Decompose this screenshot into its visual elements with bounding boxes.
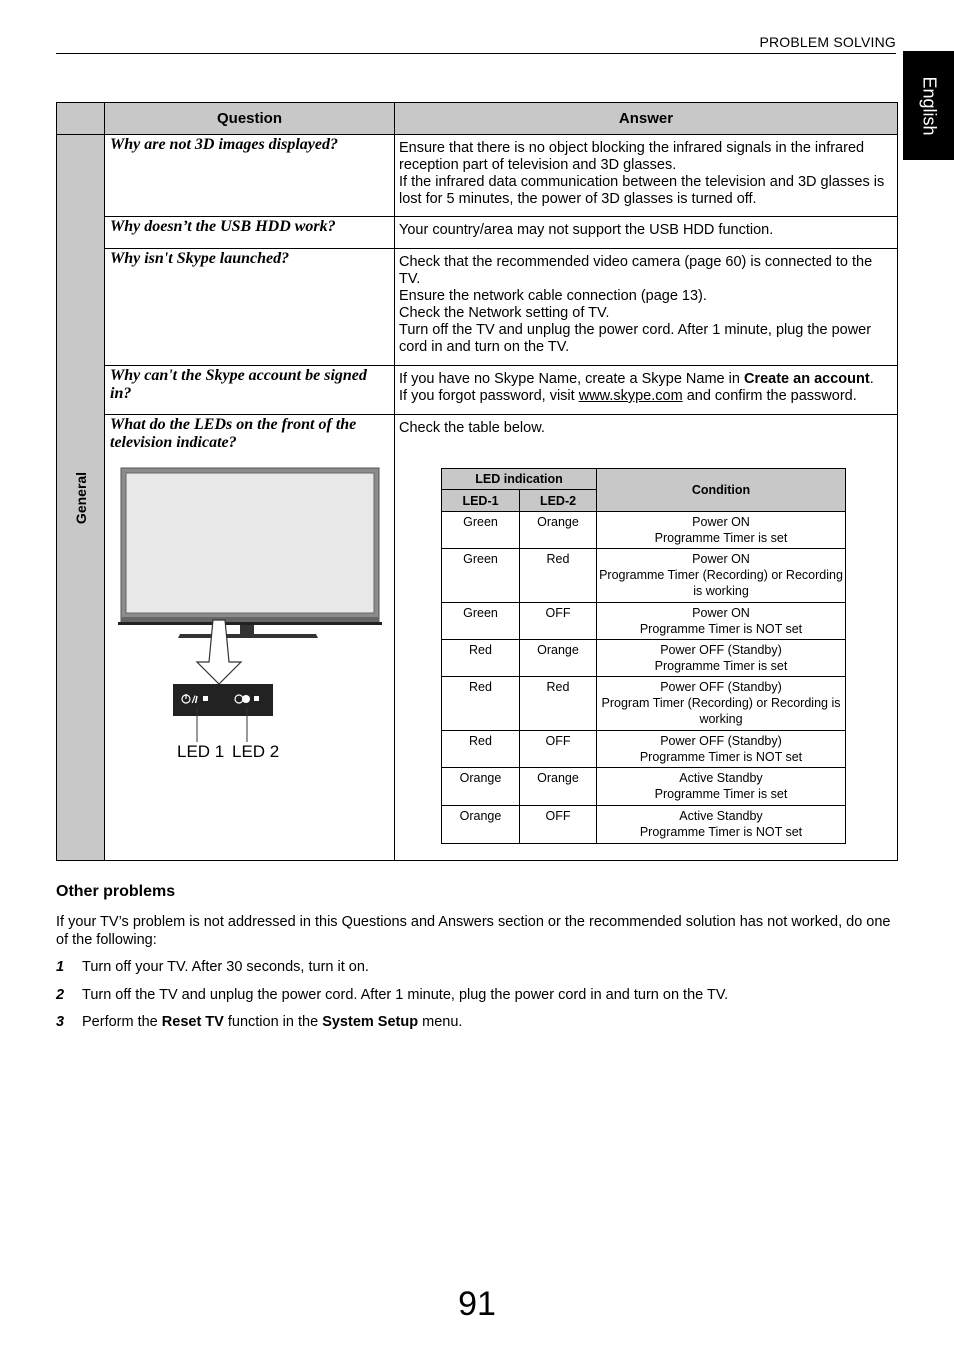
- condition-line: Programme Timer is NOT set: [639, 750, 803, 764]
- step-number: 3: [56, 1014, 65, 1030]
- led-row: [442, 806, 846, 844]
- system-setup-label: System Setup: [322, 1014, 419, 1030]
- led1-cell: Red: [442, 640, 520, 677]
- category-cell: [57, 135, 105, 861]
- led2-header: LED-2: [520, 490, 597, 512]
- question-text: What do the LEDs on the front of the television indicate?: [110, 416, 357, 451]
- led-row: [442, 512, 846, 549]
- question-cell: Why can't the Skype account be signed in?: [105, 366, 395, 415]
- skype-link[interactable]: www.skype.com: [578, 388, 683, 404]
- answer-text: and confirm the password.: [682, 388, 857, 404]
- condition-cell: [597, 731, 846, 768]
- led-row: [442, 603, 846, 640]
- condition-line: Power ON: [692, 515, 750, 529]
- answer-line: Ensure that there is no object blocking the infrared signals in the infrared reception part of television and 3D glasses.: [399, 140, 865, 173]
- condition-cell: [597, 768, 846, 806]
- led1-indicator: [203, 696, 208, 701]
- condition-line: Active Standby: [679, 809, 763, 823]
- led1-label: LED 1: [177, 742, 225, 761]
- led2-label: LED 2: [232, 742, 280, 761]
- answer-line: Ensure the network cable connection (page 13).: [399, 288, 707, 304]
- answer-cell: [395, 366, 898, 415]
- tv-diagram: [110, 452, 399, 832]
- led-row: [442, 677, 846, 731]
- create-account-label: Create an account: [743, 371, 870, 387]
- step-text-part: Perform the: [82, 1014, 162, 1030]
- qa-header-question: Question: [105, 103, 395, 135]
- led2-cell: Orange: [520, 512, 597, 549]
- qa-row: [57, 249, 898, 366]
- condition-line: Programme Timer is set: [654, 659, 788, 673]
- led2-indicator: [254, 696, 259, 701]
- led-row: [442, 731, 846, 768]
- language-tab-label: English: [919, 75, 939, 136]
- header-rule: [56, 53, 896, 54]
- answer-line: Turn off the TV and unplug the power cord. After 1 minute, plug the power cord in and turn on the TV.: [399, 322, 872, 355]
- condition-cell: [597, 603, 846, 640]
- question-cell: Why are not 3D images displayed?: [105, 135, 395, 217]
- question-cell: Why isn't Skype launched?: [105, 249, 395, 366]
- led1-header: LED-1: [442, 490, 520, 512]
- pointer-arrow: [197, 620, 241, 684]
- record-icon: [242, 695, 250, 703]
- condition-line: Programme Timer is set: [654, 531, 788, 545]
- answer-line: Check the table below.: [399, 420, 545, 436]
- answer-line: Your country/area may not support the USB HDD function.: [399, 222, 774, 238]
- condition-header: Condition: [597, 469, 846, 512]
- step-text: Turn off your TV. After 30 seconds, turn it on.: [82, 959, 369, 975]
- condition-line: Power ON: [692, 606, 750, 620]
- condition-line: Programme Timer (Recording) or Recording is working: [599, 568, 843, 598]
- section-header: PROBLEM SOLVING: [759, 34, 896, 50]
- qa-row: [57, 135, 898, 217]
- led2-cell: Red: [520, 549, 597, 603]
- condition-line: Active Standby: [679, 771, 763, 785]
- condition-line: Programme Timer is NOT set: [639, 825, 803, 839]
- led1-cell: Orange: [442, 768, 520, 806]
- tv-stand-base: [178, 634, 318, 638]
- qa-header-answer: Answer: [395, 103, 898, 135]
- led1-cell: Green: [442, 603, 520, 640]
- page-number: 91: [458, 1285, 496, 1323]
- led-indication-header: LED indication: [442, 469, 597, 490]
- led1-cell: Orange: [442, 806, 520, 844]
- condition-cell: [597, 677, 846, 731]
- step-text: Turn off the TV and unplug the power cord. After 1 minute, plug the power cord in and turn on the TV.: [82, 987, 729, 1003]
- answer-line: Check the Network setting of TV.: [399, 305, 610, 321]
- led1-cell: Green: [442, 512, 520, 549]
- led2-cell: Red: [520, 677, 597, 731]
- other-problems-title: Other problems: [56, 883, 176, 900]
- led-row: [442, 640, 846, 677]
- led2-cell: OFF: [520, 806, 597, 844]
- led2-cell: OFF: [520, 731, 597, 768]
- answer-line: If the infrared data communication between the television and 3D glasses is lost for 5 minutes, the power of 3D glasses is turned off.: [399, 174, 885, 207]
- led1-cell: Red: [442, 731, 520, 768]
- step-number: 1: [56, 959, 65, 975]
- led1-cell: Green: [442, 549, 520, 603]
- answer-text: If you have no Skype Name, create a Skype Name in: [399, 371, 744, 387]
- answer-text: .: [869, 371, 874, 387]
- question-cell: [105, 415, 395, 861]
- condition-line: Power OFF (Standby): [660, 734, 782, 748]
- answer-cell: [395, 135, 898, 217]
- led2-cell: Orange: [520, 768, 597, 806]
- led2-cell: Orange: [520, 640, 597, 677]
- condition-cell: [597, 512, 846, 549]
- step-number: 2: [56, 987, 65, 1003]
- led1-cell: Red: [442, 677, 520, 731]
- qa-row: [57, 366, 898, 415]
- condition-line: Program Timer (Recording) or Recording is working: [601, 696, 841, 726]
- led2-cell: OFF: [520, 603, 597, 640]
- answer-cell: [395, 217, 898, 249]
- qa-header-blank: [57, 103, 105, 135]
- step-text: [82, 1013, 462, 1031]
- led-row: [442, 768, 846, 806]
- led-table: [441, 468, 846, 844]
- answer-text: If you forgot password, visit: [399, 388, 579, 404]
- answer-line: [399, 388, 893, 405]
- answer-line: Check that the recommended video camera (page 60) is connected to the TV.: [399, 254, 873, 287]
- question-cell: Why doesn’t the USB HDD work?: [105, 217, 395, 249]
- condition-line: Power OFF (Standby): [660, 680, 782, 694]
- language-tab: [903, 51, 954, 160]
- led-row: [442, 549, 846, 603]
- tv-screen: [126, 473, 374, 613]
- condition-cell: [597, 549, 846, 603]
- answer-cell: [395, 249, 898, 366]
- led-header-row: [442, 469, 846, 490]
- category-label: General: [72, 471, 89, 524]
- other-problems-intro: If your TV’s problem is not addressed in this Questions and Answers section or the recommended solution has not worked, do one of the following:: [56, 914, 891, 948]
- tv-base-bar: [118, 622, 382, 625]
- answer-line: [399, 371, 893, 388]
- step-text-part: function in the: [223, 1014, 323, 1030]
- tv-illustration: [110, 452, 399, 782]
- condition-line: Power OFF (Standby): [660, 643, 782, 657]
- reset-tv-label: Reset TV: [161, 1014, 224, 1030]
- qa-header-row: [57, 103, 898, 135]
- step-text-part: menu.: [418, 1014, 463, 1030]
- qa-row: [57, 217, 898, 249]
- condition-line: Power ON: [692, 552, 750, 566]
- condition-cell: [597, 806, 846, 844]
- condition-cell: [597, 640, 846, 677]
- power-icon-slash: /I: [192, 695, 198, 706]
- condition-line: Programme Timer is set: [654, 787, 788, 801]
- condition-line: Programme Timer is NOT set: [639, 622, 803, 636]
- led-body: [442, 512, 846, 844]
